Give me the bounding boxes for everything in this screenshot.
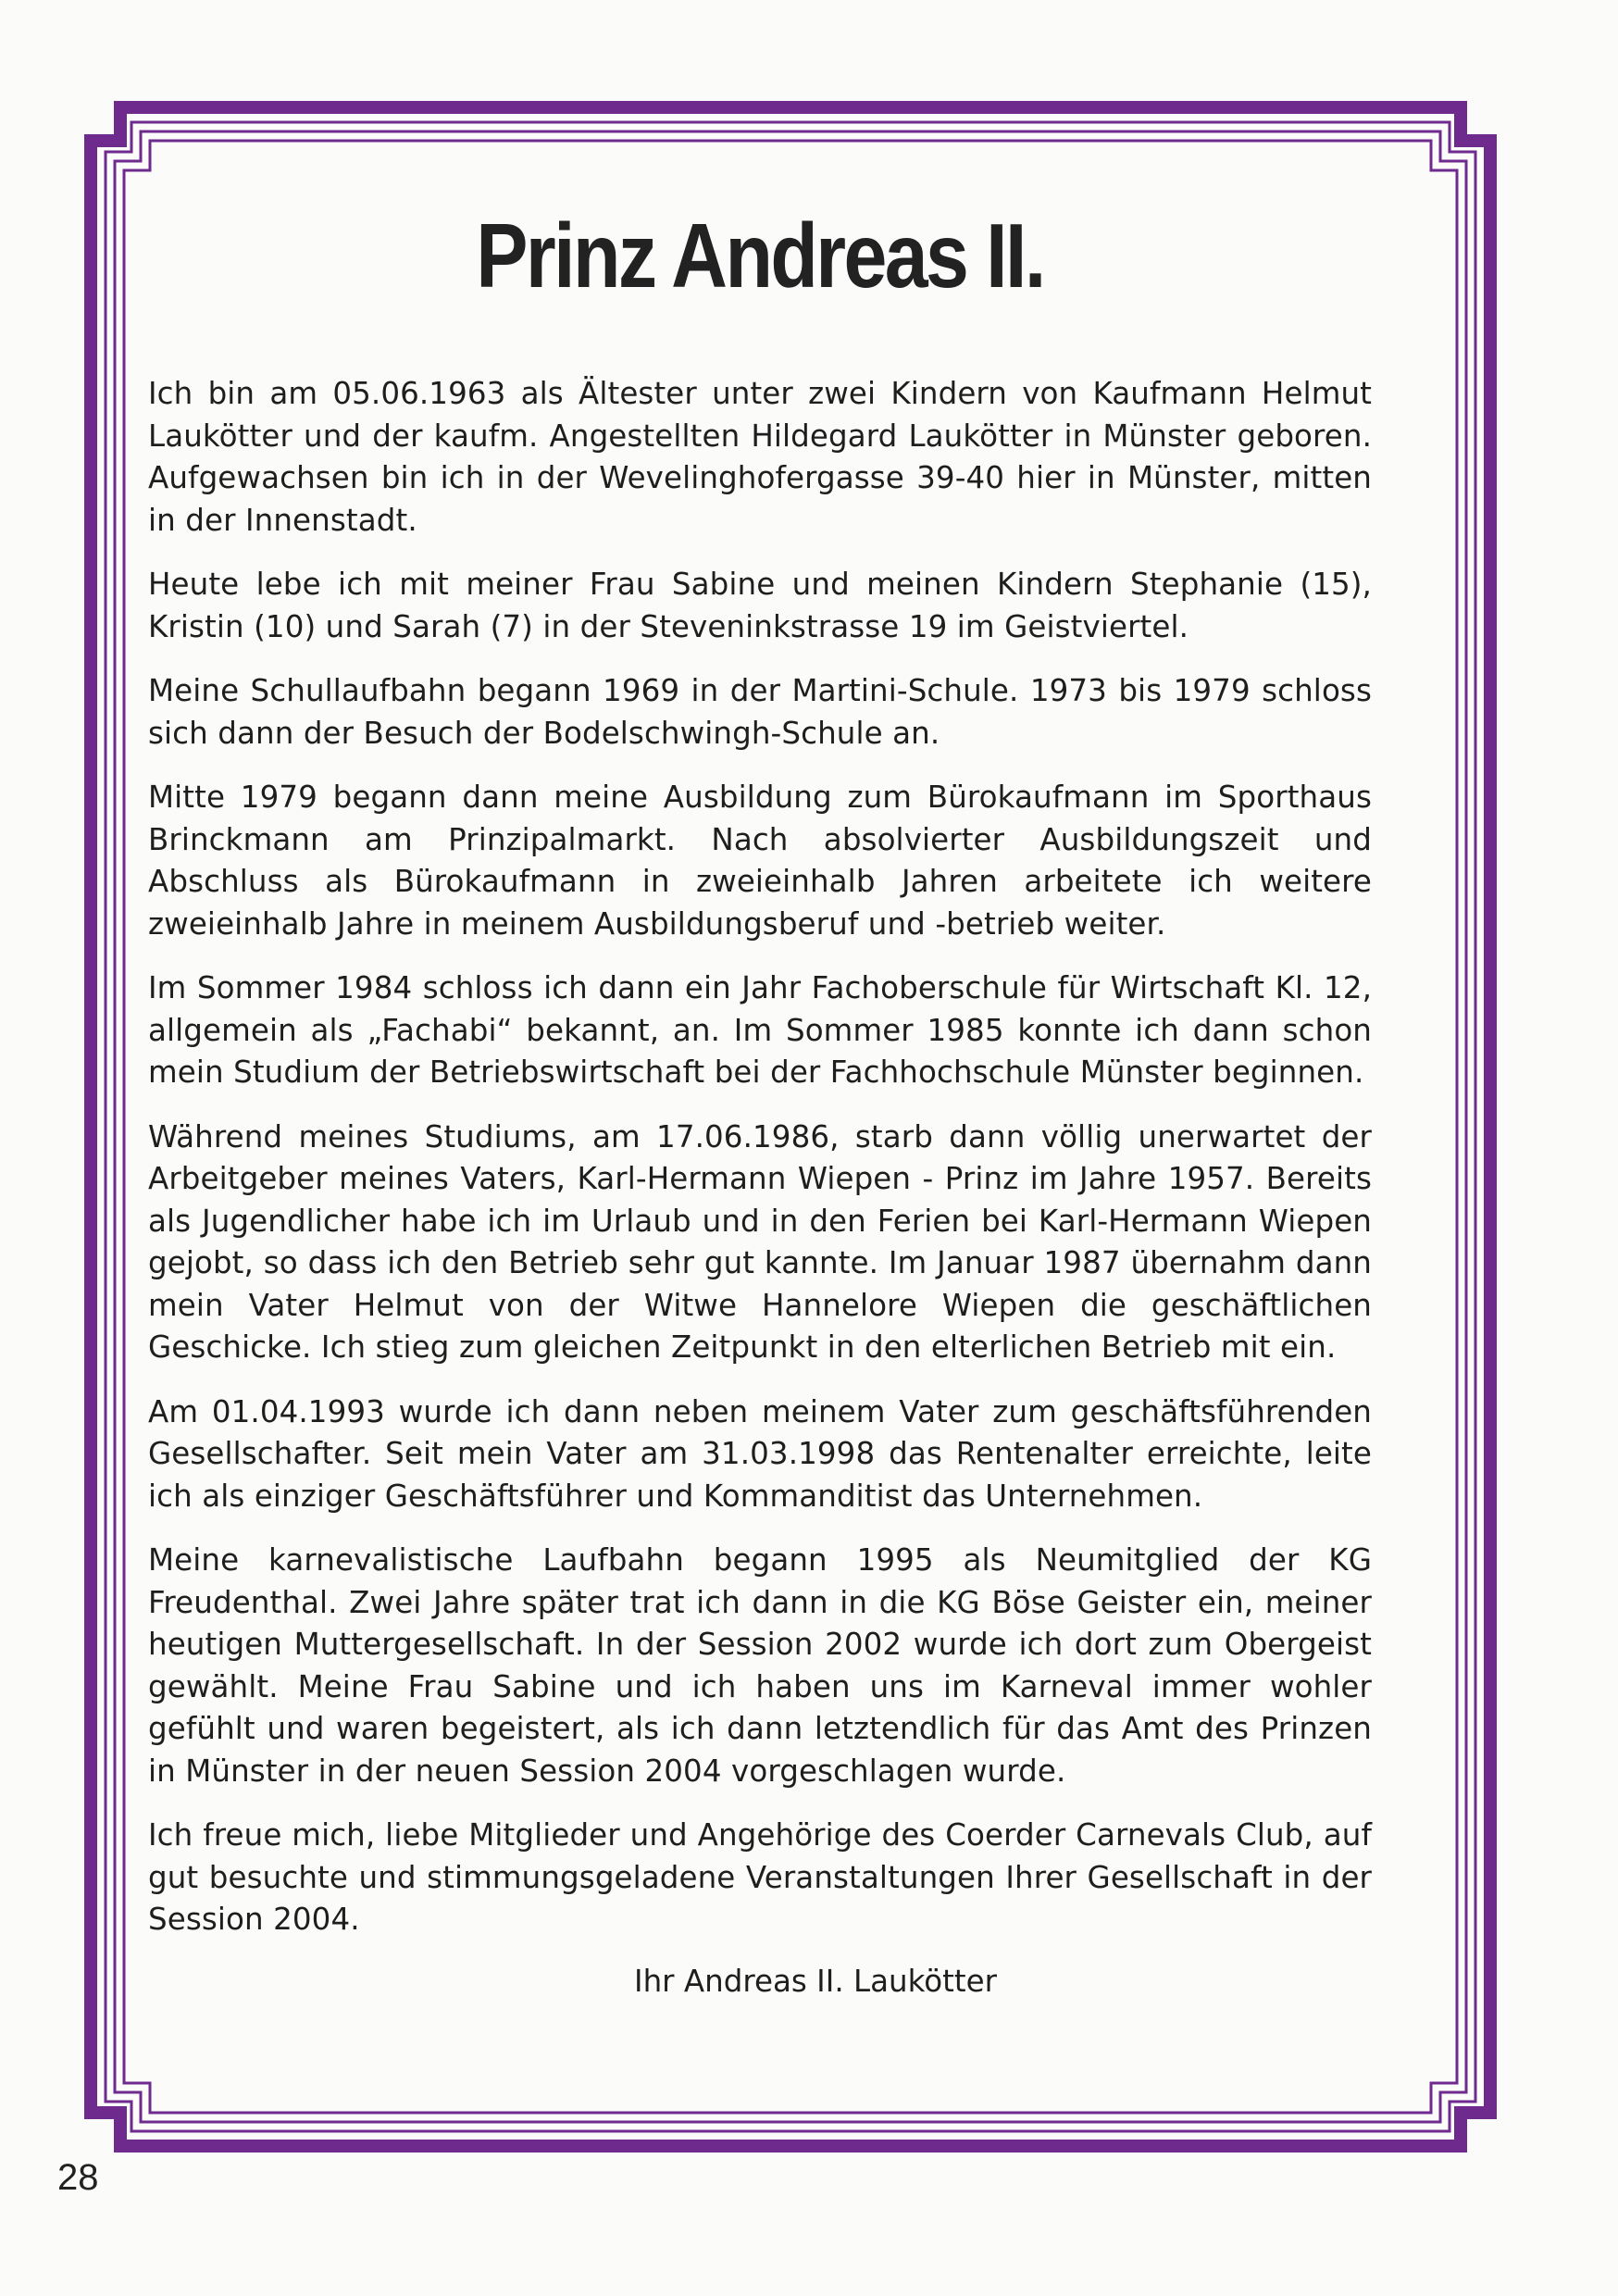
paragraph-family: Heute lebe ich mit meiner Frau Sabine und meinen Kindern Stephanie (15), Kristin (10) und Sarah (7) in der Steveninkstrasse 19 im Geistviertel. [148, 567, 1372, 644]
paragraph-school: Meine Schullaufbahn begann 1969 in der Martini-Schule. 1973 bis 1979 schloss sich dann der Besuch der Bodelschwingh-Schule an. [148, 673, 1372, 751]
page-title: Prinz Andreas II. [476, 205, 1044, 306]
paragraph-closing: Ich freue mich, liebe Mitglieder und Angehörige des Coerder Carnevals Club, auf gut besuchte und stimmungsgeladene Veranstaltungen Ihrer Gesellschaft in der Session 2004. [148, 1817, 1372, 1937]
paragraph-business: Während meines Studiums, am 17.06.1986, starb dann völlig unerwartet der Arbeitgeber meines Vaters, Karl-Hermann Wiepen - Prinz im Jahre 1957. Bereits als Jugendlicher habe ich im Urlaub und in den Ferien bei Karl-Hermann Wiepen gejobt, so dass ich den Betrieb sehr gut kannte. Im Januar 1987 übernahm dann mein Vater Helmut von der Witwe Hannelore Wiepen die geschäftlichen Geschicke. Ich stieg zum gleichen Zeitpunkt in den elterlichen Betrieb mit ein. [148, 1118, 1372, 1365]
paragraph-training: Mitte 1979 begann dann meine Ausbildung zum Bürokaufmann im Sporthaus Brinckmann am Prinzipalmarkt. Nach absolvierter Ausbildungszeit und Abschluss als Bürokaufmann in zweieinhalb Jahren arbeitete ich weitere zweieinhalb Jahre in meinem Ausbildungsberuf und -betrieb weiter. [148, 780, 1372, 942]
signature: Ihr Andreas II. Laukötter [634, 1963, 997, 1999]
page-number: 28 [57, 2157, 99, 2198]
paragraph-carnival: Meine karnevalistische Laufbahn begann 1995 als Neumitglied der KG Freudenthal. Zwei Jahre später trat ich dann in die KG Böse Geister ein, meiner heutigen Muttergesellschaft. In der Session 2002 wurde ich dort zum Obergeist gewählt. Meine Frau Sabine und ich haben uns im Karneval immer wohler gefühlt und waren begeistert, als ich dann letztendlich für das Amt des Prinzen in Münster in der neuen Session 2004 vorgeschlagen wurde. [148, 1542, 1372, 1789]
paragraph-studies: Im Sommer 1984 schloss ich dann ein Jahr Fachoberschule für Wirtschaft Kl. 12, allgemein als „Fachabi“ bekannt, an. Im Sommer 1985 konnte ich dann schon mein Studium der Betriebswirtschaft bei der Fachhochschule Münster beginnen. [148, 970, 1372, 1090]
paragraph-birth: Ich bin am 05.06.1963 als Ältester unter zwei Kindern von Kaufmann Helmut Laukötter und der kaufm. Angestellten Hildegard Laukötter in Münster geboren. Aufgewachsen bin ich in der Wevelinghofergasse 39-40 hier in Münster, mitten in der Innenstadt. [148, 376, 1372, 538]
paragraph-management: Am 01.04.1993 wurde ich dann neben meinem Vater zum geschäftsführenden Gesellschafter. Seit mein Vater am 31.03.1998 das Rentenalter erreichte, leite ich als einziger Geschäftsführer und Kommanditist das Unternehmen. [148, 1393, 1372, 1514]
article [148, 185, 1372, 1999]
